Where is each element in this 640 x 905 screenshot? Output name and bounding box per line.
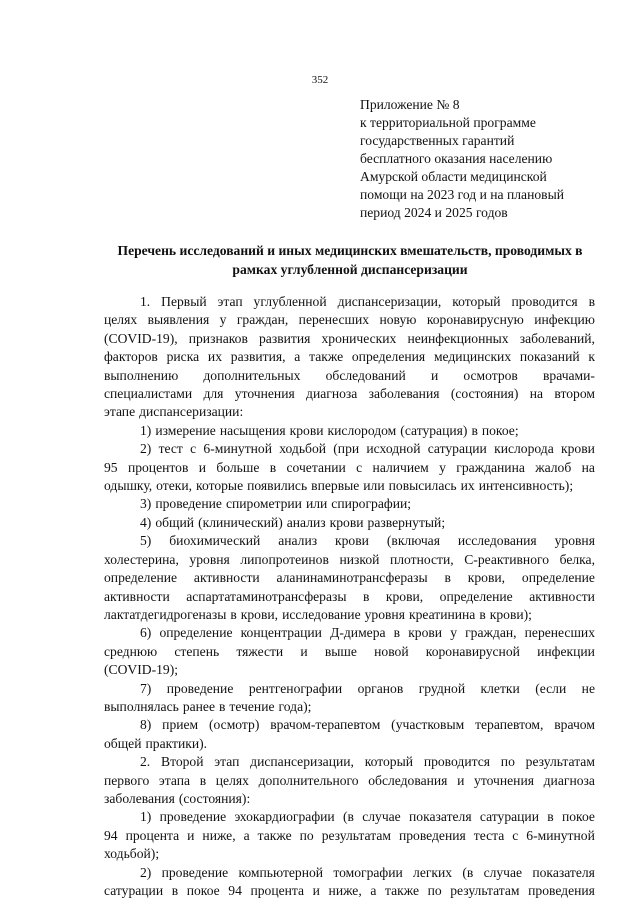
paragraph-line: лактатдегидрогеназы в крови, исследование уровня креатинина в крови); bbox=[104, 606, 532, 622]
title-line: Перечень исследований и иных медицинских вмешательств, проводимых в bbox=[117, 243, 583, 258]
paragraph-line: активности аспартатаминотрансферазы в крови, определение активности bbox=[104, 588, 595, 604]
appendix-line: помощи на 2023 год и на плановый bbox=[360, 187, 564, 202]
paragraph-line: 7) проведение рентгенографии органов грудной клетки (если не bbox=[140, 680, 595, 696]
appendix-line: Амурской области медицинской bbox=[360, 169, 547, 184]
paragraph-line: общей практики). bbox=[104, 735, 208, 751]
paragraph-line: (COVID-19); bbox=[104, 662, 178, 678]
paragraph-line: ходьбой); bbox=[104, 846, 160, 862]
paragraph-line: (COVID-19), признаков развития хронических неинфекционных заболеваний, bbox=[104, 330, 595, 346]
paragraph-line: определение активности аланинаминотрансферазы в крови, определение bbox=[104, 570, 595, 586]
paragraph-line: заболевания (состояния): bbox=[104, 790, 251, 806]
paragraph-line: 3) проведение спирометрии или спирографии; bbox=[140, 496, 412, 512]
appendix-line: бесплатного оказания населению bbox=[360, 151, 553, 166]
paragraph-line: специалистами для уточнения диагноза заболевания (состояния) на втором bbox=[104, 386, 595, 402]
paragraph-line: факторов риска их развития, а также определения медицинских показаний к bbox=[104, 349, 595, 365]
paragraph-line: среднюю степень тяжести и выше новой коронавирусной инфекции bbox=[104, 643, 595, 659]
paragraph-line: 8) прием (осмотр) врачом-терапевтом (участковым терапевтом, врачом bbox=[140, 717, 595, 733]
paragraph-line: 95 процентов и больше в сочетании с наличием у гражданина жалоб на bbox=[104, 459, 595, 475]
paragraph-line: 2) тест с 6-минутной ходьбой (при исходной сатурации кислорода крови bbox=[140, 441, 595, 457]
paragraph-line: 5) биохимический анализ крови (включая исследования уровня bbox=[140, 533, 595, 549]
paragraph-line: 4) общий (клинический) анализ крови развернутый; bbox=[140, 514, 446, 530]
paragraph-line: 6) определение концентрации Д-димера в крови у граждан, перенесших bbox=[140, 625, 595, 641]
paragraph-line: сатурации в покое 94 процента и ниже, а также по результатам проведения bbox=[104, 883, 595, 898]
paragraph-line: холестерина, уровня липопротеинов низкой плотности, С-реактивного белка, bbox=[104, 551, 595, 567]
page-number: 352 bbox=[311, 74, 329, 86]
paragraph-line: 1. Первый этап углубленной диспансеризации, который проводится в bbox=[140, 294, 595, 309]
paragraph-line: этапе диспансеризации: bbox=[104, 404, 244, 420]
appendix-header bbox=[360, 96, 610, 222]
paragraph-line: 2) проведение компьютерной томографии легких (в случае показателя bbox=[140, 864, 595, 880]
paragraph-line: целях выявления у граждан, перенесших новую коронавирусную инфекцию bbox=[104, 312, 595, 328]
paragraph-line: 2. Второй этап диспансеризации, который проводится по результатам bbox=[140, 754, 595, 770]
paragraph-line: первого этапа в целях дополнительного обследования и уточнения диагноза bbox=[104, 772, 595, 788]
paragraph-line: 1) измерение насыщения крови кислородом (сатурация) в покое; bbox=[140, 422, 519, 438]
paragraph-line: одышку, отеки, которые появились впервые или повысилась их интенсивность); bbox=[104, 478, 574, 494]
appendix-line: период 2024 и 2025 годов bbox=[360, 205, 508, 220]
appendix-line: к территориальной программе bbox=[360, 115, 536, 130]
appendix-line: Приложение № 8 bbox=[360, 97, 460, 112]
paragraph-line: 94 процента и ниже, а также по результатам проведения теста с 6-минутной bbox=[104, 827, 595, 843]
paragraph-line: 1) проведение эхокардиографии (в случае показателя сатурации в покое bbox=[140, 809, 595, 825]
document-body bbox=[104, 293, 595, 900]
document-title bbox=[100, 241, 600, 279]
paragraph-line: выполнению дополнительных обследований и осмотров врачами- bbox=[104, 367, 595, 383]
title-line: рамках углубленной диспансеризации bbox=[232, 262, 468, 277]
paragraph-line: выполнялась ранее в течение года); bbox=[104, 698, 312, 714]
appendix-line: государственных гарантий bbox=[360, 133, 515, 148]
